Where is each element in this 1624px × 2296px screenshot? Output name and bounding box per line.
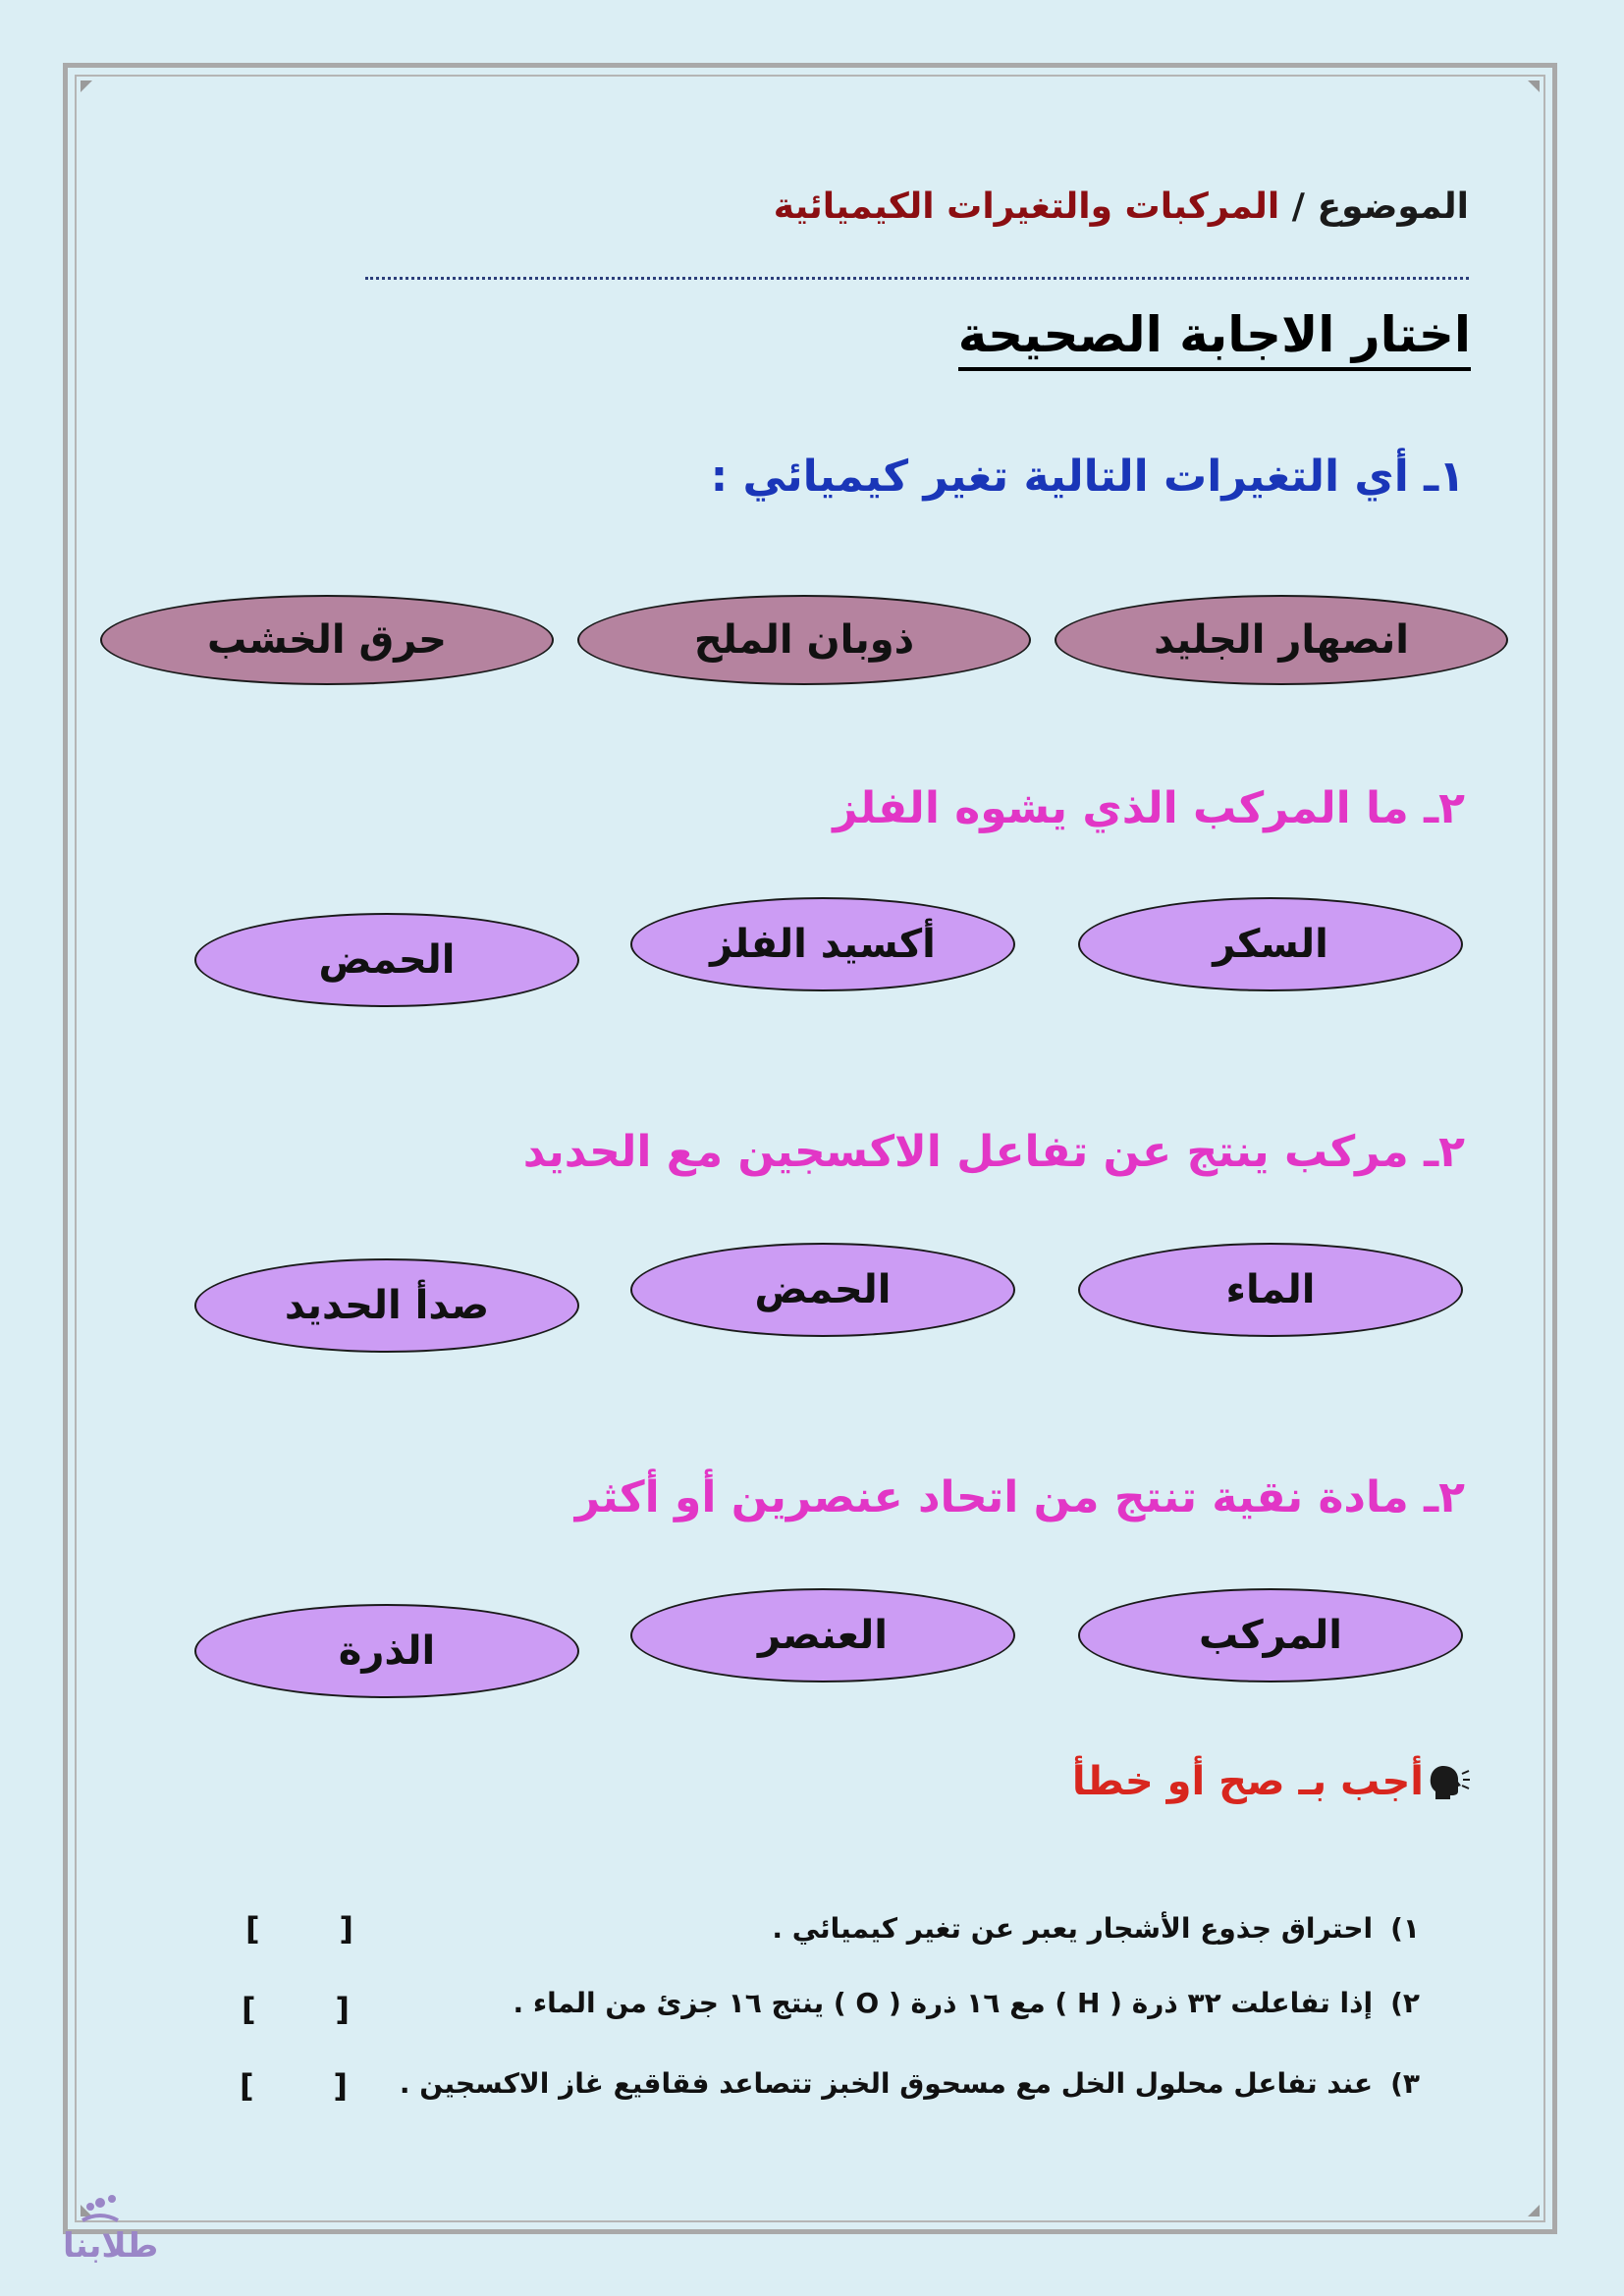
- speaking-head-icon: [1428, 1762, 1471, 1801]
- q2-option-3[interactable]: الحمض: [194, 913, 579, 1007]
- q4-option-2[interactable]: العنصر: [630, 1588, 1015, 1682]
- statement-3-text: عند تفاعل محلول الخل مع مسحوق الخبز تتصاعد فقاقيع غاز الاكسجين .: [399, 2067, 1374, 2100]
- answer-box-2-open: [: [242, 1991, 256, 2028]
- statement-3-number: ٣): [1390, 2067, 1420, 2100]
- question-1: ١ـ أي التغيرات التالية تغير كيميائي :: [710, 452, 1465, 502]
- q3-option-3[interactable]: صدأ الحديد: [194, 1258, 579, 1353]
- dotted-divider: [365, 277, 1469, 280]
- statement-1: [772, 1912, 1420, 1945]
- topic-value: المركبات والتغيرات الكيميائية: [773, 187, 1280, 227]
- q1-option-2[interactable]: ذوبان الملح: [577, 595, 1031, 685]
- section-heading: اختار الاجابة الصحيحة: [958, 306, 1471, 371]
- true-false-title: [1072, 1759, 1471, 1804]
- answer-box-1-close: ]: [339, 1910, 353, 1948]
- statement-1-number: ١): [1390, 1912, 1420, 1945]
- answer-box-2[interactable]: [242, 1991, 350, 2028]
- answer-box-1-open: [: [245, 1910, 260, 1948]
- question-3: ٢ـ مركب ينتج عن تفاعل الاكسجين مع الحديد: [522, 1127, 1465, 1177]
- q3-option-1[interactable]: الماء: [1078, 1243, 1463, 1337]
- q1-option-3[interactable]: حرق الخشب: [100, 595, 554, 685]
- q4-option-3[interactable]: الذرة: [194, 1604, 579, 1698]
- statement-2-text: إذا تفاعلت ٣٢ ذرة ( H ) مع ١٦ ذرة ( O ) ينتج ١٦ جزئ من الماء .: [513, 1987, 1374, 2019]
- answer-box-3-open: [: [240, 2067, 254, 2105]
- q1-option-1[interactable]: انصهار الجليد: [1055, 595, 1508, 685]
- topic-label: الموضوع /: [1291, 187, 1469, 227]
- logo-text: طلابنا: [63, 2226, 159, 2266]
- question-4: ٢ـ مادة نقية تنتج من اتحاد عنصرين أو أكثر: [574, 1472, 1465, 1522]
- topic-line: [774, 187, 1469, 227]
- statement-1-text: احتراق جذوع الأشجار يعبر عن تغير كيميائي .: [772, 1912, 1374, 1945]
- statement-2-number: ٢): [1390, 1987, 1420, 2019]
- q2-option-2[interactable]: أكسيد الفلز: [630, 897, 1015, 991]
- q4-option-1[interactable]: المركب: [1078, 1588, 1463, 1682]
- statement-3: [400, 2067, 1420, 2100]
- answer-box-1[interactable]: [245, 1910, 353, 1948]
- site-logo: [61, 2187, 159, 2277]
- answer-box-3[interactable]: [240, 2067, 348, 2105]
- q2-option-1[interactable]: السكر: [1078, 897, 1463, 991]
- answer-box-3-close: ]: [333, 2067, 348, 2105]
- answer-box-2-close: ]: [335, 1991, 350, 2028]
- statement-2: [513, 1987, 1420, 2019]
- question-2: ٢ـ ما المركب الذي يشوه الفلز: [833, 783, 1465, 833]
- true-false-title-text: أجب بـ صح أو خطأ: [1071, 1759, 1424, 1804]
- q3-option-2[interactable]: الحمض: [630, 1243, 1015, 1337]
